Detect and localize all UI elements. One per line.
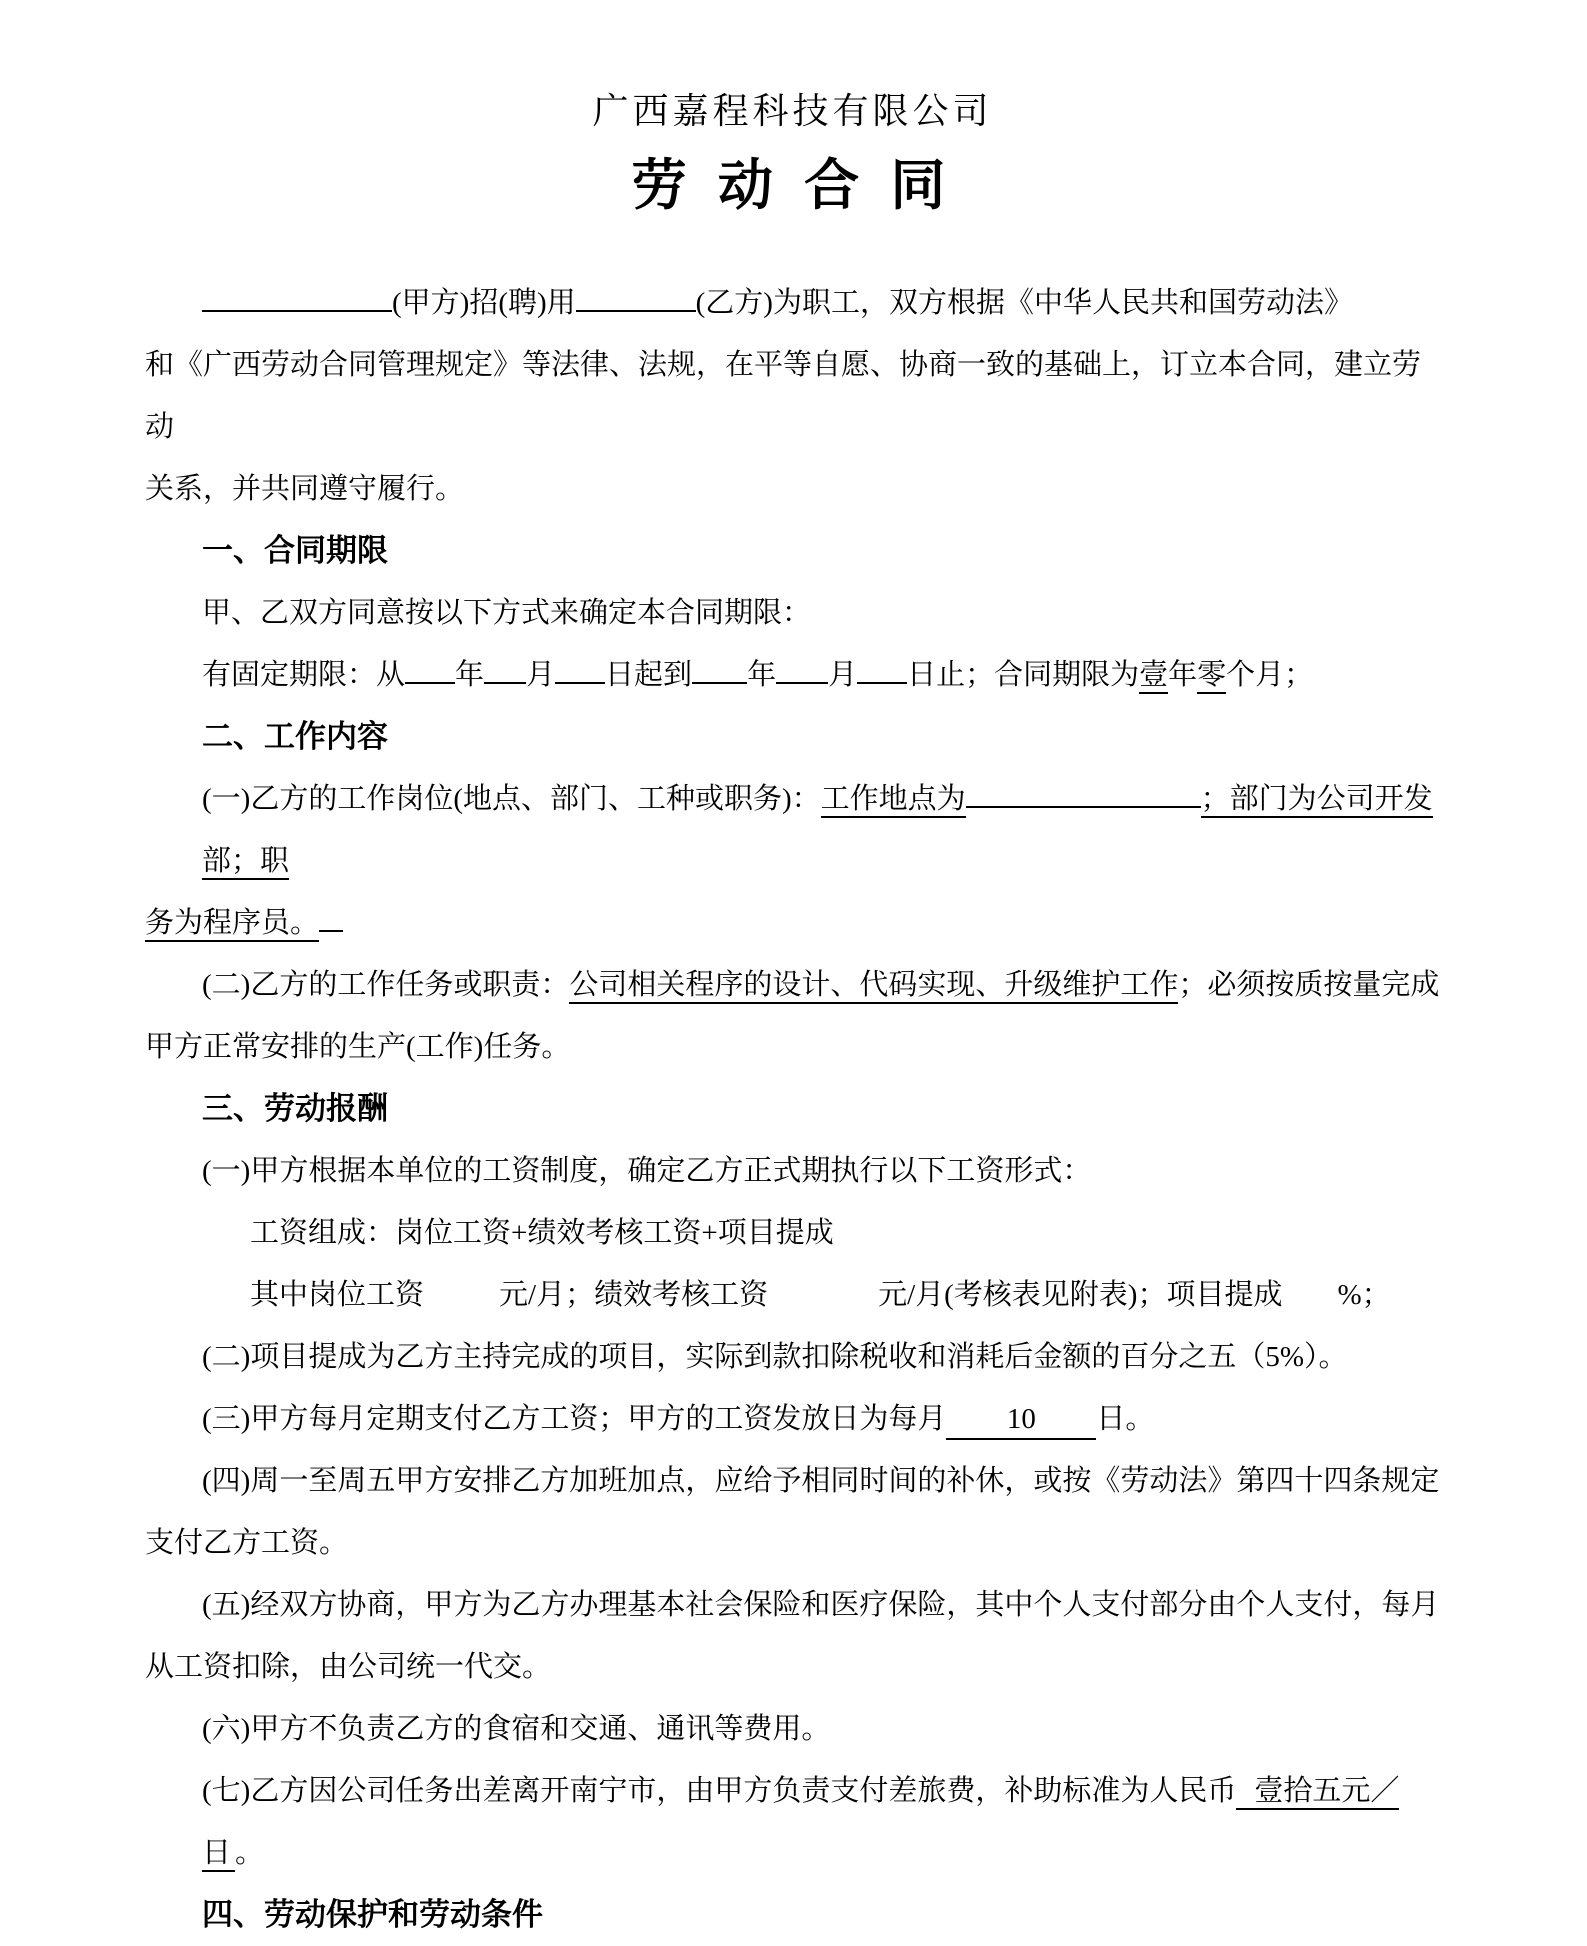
work-post-label: (一)乙方的工作岗位(地点、部门、工种或职务)： bbox=[202, 783, 821, 815]
work-position-text: 务为程序员。 bbox=[145, 907, 319, 942]
travel-allowance-tail: 。 bbox=[235, 1837, 265, 1869]
travel-allowance-value: 壹拾五元／日 bbox=[202, 1775, 1399, 1872]
work-duty-underlined: 公司相关程序的设计、代码实现、升级维护工作 bbox=[569, 969, 1178, 1004]
salary-percent-label: %； bbox=[1337, 1279, 1391, 1311]
from-label: 日起到 bbox=[605, 659, 693, 691]
pay-day-value: 10 bbox=[946, 1398, 1096, 1440]
company-title: 广西嘉程科技有限公司 bbox=[592, 91, 993, 131]
pay-item-4-line-1: (四)周一至周五甲方安排乙方加班加点，应给予相同时间的补休，或按《劳动法》第四十四条规定 bbox=[202, 1465, 1440, 1497]
section-3-heading: 三、劳动报酬 bbox=[202, 1091, 388, 1126]
intro-party-b-text: (乙方)为职工，双方根据《中华人民共和国劳动法》 bbox=[695, 287, 1353, 319]
intro-line-3: 关系，并共同遵守履行。 bbox=[145, 473, 465, 505]
salary-composition: 工资组成：岗位工资+绩效考核工资+项目提成 bbox=[250, 1217, 834, 1249]
year-to-blank bbox=[692, 654, 747, 684]
to-label: 日止；合同期限为 bbox=[907, 659, 1140, 691]
month2-label: 月 bbox=[828, 659, 858, 691]
intro-line-1 bbox=[145, 272, 1440, 334]
intro-line-2: 和《广西劳动合同管理规定》等法律、法规，在平等自愿、协商一致的基础上，订立本合同，建立劳动 bbox=[145, 349, 1422, 443]
work-duty-line-1 bbox=[145, 954, 1440, 1016]
pay-item-5-line-1: (五)经双方协商，甲方为乙方办理基本社会保险和医疗保险，其中个人支付部分由个人支付，每月 bbox=[202, 1589, 1440, 1621]
month-from-blank bbox=[484, 654, 526, 684]
section-4-heading: 四、劳动保护和劳动条件 bbox=[202, 1897, 543, 1932]
day-to-blank bbox=[857, 654, 907, 684]
pay-item-5-line-2: 从工资扣除，由公司统一代交。 bbox=[145, 1651, 552, 1683]
pay-day-tail: 日。 bbox=[1096, 1403, 1155, 1435]
section-2-heading: 二、工作内容 bbox=[202, 719, 388, 754]
travel-allowance-lead: (七)乙方因公司任务出差离开南宁市，由甲方负责支付差旅费，补助标准为人民币 bbox=[202, 1775, 1237, 1807]
year-from-blank bbox=[405, 654, 455, 684]
pay-day-lead: (三)甲方每月定期支付乙方工资；甲方的工资发放日为每月 bbox=[202, 1403, 947, 1435]
work-post-line-2 bbox=[145, 892, 1440, 954]
month-to-blank bbox=[776, 654, 828, 684]
work-duty-label: (二)乙方的工作任务或职责： bbox=[202, 969, 570, 1001]
pay-item-7 bbox=[145, 1760, 1440, 1884]
intro-party-a-text: (甲方)招(聘)用 bbox=[392, 287, 576, 319]
work-department-text: ；部门为公司开发部；职 bbox=[202, 783, 1433, 880]
pay-item-3 bbox=[145, 1388, 1440, 1450]
term-year-word: 年 bbox=[1168, 659, 1198, 691]
salary-commission-label: 元/月(考核表见附表)；项目提成 bbox=[878, 1279, 1283, 1311]
salary-base-gap bbox=[424, 1303, 499, 1304]
pay-item-4-line-2: 支付乙方工资。 bbox=[145, 1527, 349, 1559]
section-1-heading: 一、合同期限 bbox=[202, 533, 388, 568]
day-from-blank bbox=[555, 654, 605, 684]
work-location-lead: 工作地点为 bbox=[821, 783, 966, 818]
work-location-blank bbox=[966, 778, 1201, 808]
salary-perf-gap bbox=[768, 1303, 878, 1304]
work-duty-line-2: 甲方正常安排的生产(工作)任务。 bbox=[145, 1031, 571, 1063]
document-title: 劳 动 合 同 bbox=[631, 154, 954, 216]
pay-item-1: (一)甲方根据本单位的工资制度，确定乙方正式期执行以下工资形式： bbox=[202, 1155, 1092, 1187]
salary-base-label: 其中岗位工资 bbox=[250, 1279, 425, 1311]
work-duty-tail: ；必须按质按量完成 bbox=[1178, 969, 1440, 1001]
fixed-term-line bbox=[145, 644, 1440, 706]
party-b-blank bbox=[576, 282, 696, 312]
work-post-line-1 bbox=[145, 768, 1440, 892]
pay-item-2: (二)项目提成为乙方主持完成的项目，实际到款扣除税收和消耗后金额的百分之五（5%）。 bbox=[202, 1341, 1348, 1373]
work-position-underline-trail bbox=[319, 902, 343, 932]
term-tail: 个月； bbox=[1226, 659, 1314, 691]
salary-perf-label: 元/月；绩效考核工资 bbox=[499, 1279, 769, 1311]
year2-label: 年 bbox=[747, 659, 777, 691]
party-a-blank bbox=[202, 282, 392, 312]
section-1-intro: 甲、乙双方同意按以下方式来确定本合同期限： bbox=[202, 597, 812, 629]
fixed-term-lead: 有固定期限：从 bbox=[202, 659, 406, 691]
pay-item-6: (六)甲方不负责乙方的食宿和交通、通讯等费用。 bbox=[202, 1713, 831, 1745]
term-years-value: 壹 bbox=[1139, 659, 1168, 694]
month1-label: 月 bbox=[526, 659, 556, 691]
salary-detail-line bbox=[145, 1264, 1440, 1326]
salary-commission-gap bbox=[1282, 1303, 1337, 1304]
year1-label: 年 bbox=[455, 659, 485, 691]
term-months-value: 零 bbox=[1197, 659, 1226, 694]
